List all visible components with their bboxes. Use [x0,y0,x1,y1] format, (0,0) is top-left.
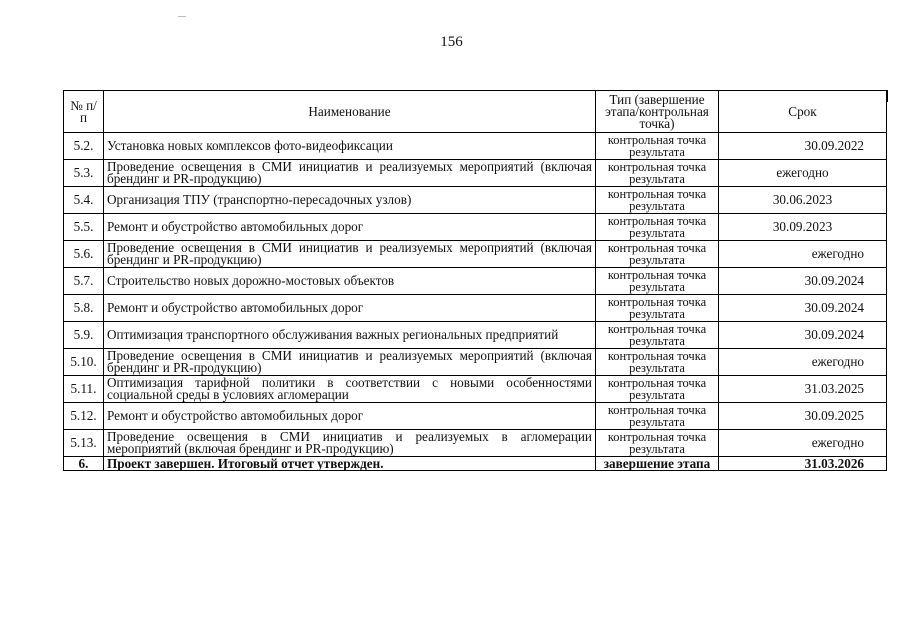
row-name: Установка новых комплексов фото-видеофиксации [104,133,596,160]
row-type: контрольная точка результата [596,295,719,322]
row-name: Проведение освещения в СМИ инициатив и реализуемых в агломерации мероприятий (включая брендинг и PR-продукцию) [104,430,596,457]
row-name: Оптимизация транспортного обслуживания важных региональных предприятий [104,322,596,349]
table-header [64,91,887,133]
row-name: Ремонт и обустройство автомобильных дорог [104,403,596,430]
row-num: 5.11. [64,376,104,403]
row-date: 30.09.2022 [719,133,887,160]
table-row [64,376,887,403]
row-type: контрольная точка результата [596,187,719,214]
table-row [64,430,887,457]
row-type: контрольная точка результата [596,322,719,349]
row-date: 30.09.2024 [719,295,887,322]
table-row [64,241,887,268]
table-row [64,322,887,349]
header-type: Тип (завершение этапа/контрольная точка) [596,91,719,133]
row-num: 5.7. [64,268,104,295]
row-type: контрольная точка результата [596,214,719,241]
row-type: контрольная точка результата [596,268,719,295]
row-num: 5.2. [64,133,104,160]
row-date: 30.09.2023 [719,214,887,241]
page-number: 156 [440,34,463,50]
row-num: 5.8. [64,295,104,322]
row-name: Оптимизация тарифной политики в соответствии с новыми особенностями социальной среды в условиях агломерации [104,376,596,403]
row-name: Строительство новых дорожно-мостовых объектов [104,268,596,295]
row-name: Проведение освещения в СМИ инициатив и реализуемых мероприятий (включая брендинг и PR-продукцию) [104,241,596,268]
row-num: 5.9. [64,322,104,349]
header-num: № п/п [64,91,104,133]
row-date: 30.09.2024 [719,322,887,349]
row-date: 30.09.2024 [719,268,887,295]
row-num: 5.3. [64,160,104,187]
row-date: ежегодно [719,349,887,376]
row-num: 5.10. [64,349,104,376]
final-row-num: 6. [64,457,104,471]
header-name: Наименование [104,91,596,133]
row-num: 5.5. [64,214,104,241]
table-row [64,349,887,376]
final-row-date: 31.03.2026 [719,457,887,471]
row-num: 5.13. [64,430,104,457]
row-name: Ремонт и обустройство автомобильных дорог [104,295,596,322]
table-row [64,214,887,241]
schedule-table [63,90,887,471]
row-date: 30.09.2025 [719,403,887,430]
row-type: контрольная точка результата [596,349,719,376]
table-row [64,403,887,430]
final-row [64,457,887,471]
table-row [64,133,887,160]
row-name: Проведение освещения в СМИ инициатив и реализуемых мероприятий (включая брендинг и PR-продукцию) [104,160,596,187]
row-date: ежегодно [719,160,887,187]
row-name: Проведение освещения в СМИ инициатив и реализуемых мероприятий (включая брендинг и PR-продукцию) [104,349,596,376]
row-date: ежегодно [719,241,887,268]
row-date: 31.03.2025 [719,376,887,403]
row-name: Организация ТПУ (транспортно-пересадочных узлов) [104,187,596,214]
table-row [64,268,887,295]
row-num: 5.12. [64,403,104,430]
row-num: 5.4. [64,187,104,214]
scan-artifact [178,16,186,17]
final-row-type: завершение этапа [596,457,719,471]
row-type: контрольная точка результата [596,133,719,160]
row-date: 30.06.2023 [719,187,887,214]
table-row [64,187,887,214]
row-name: Ремонт и обустройство автомобильных дорог [104,214,596,241]
table-row [64,160,887,187]
row-type: контрольная точка результата [596,160,719,187]
row-type: контрольная точка результата [596,430,719,457]
row-type: контрольная точка результата [596,376,719,403]
final-row-name: Проект завершен. Итоговый отчет утвержден. [104,457,596,471]
table-row [64,295,887,322]
header-date: Срок [719,91,887,133]
row-num: 5.6. [64,241,104,268]
row-type: контрольная точка результата [596,403,719,430]
row-date: ежегодно [719,430,887,457]
row-type: контрольная точка результата [596,241,719,268]
